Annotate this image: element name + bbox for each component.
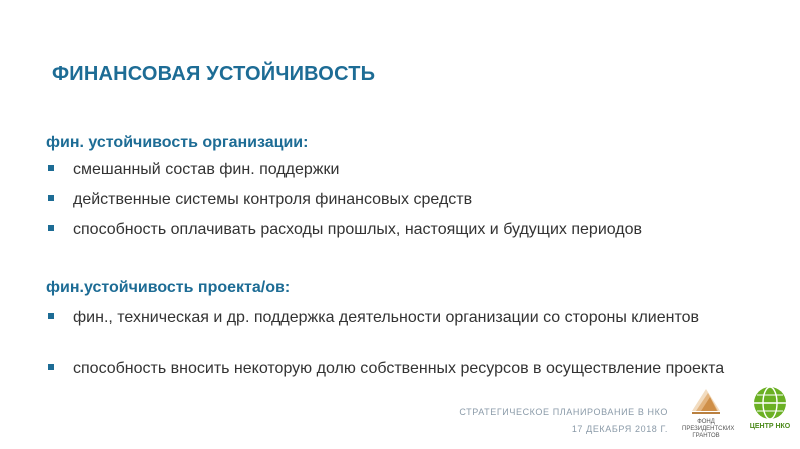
fund-logo-text: ФОНД ПРЕЗИДЕНТСКИХ ГРАНТОВ [682,419,735,439]
presidential-grants-fund-logo [682,385,735,439]
center-logo-text: ЦЕНТР НКО [749,423,791,430]
list-item: фин., техническая и др. поддержка деятельности организации со стороны клиентов [73,309,700,326]
footer-title: СТРАТЕГИЧЕСКОЕ ПЛАНИРОВАНИЕ В НКО [459,407,668,417]
list-item: смешанный состав фин. поддержки [73,161,340,178]
slide-title: ФИНАНСОВАЯ УСТОЙЧИВОСТЬ [52,63,376,85]
list-item: действенные системы контроля финансовых средств [73,191,473,208]
bullet-marker [48,225,54,231]
list-item: способность вносить некоторую долю собственных ресурсов в осуществление проекта [73,360,725,377]
list-item: способность оплачивать расходы прошлых, настоящих и будущих периодов [73,221,643,238]
bullet-marker [48,313,54,319]
fund-emblem-icon [682,385,730,419]
bullet-marker [48,195,54,201]
section-heading-project: фин.устойчивость проекта/ов: [46,279,291,296]
bullet-marker [48,364,54,370]
footer-date: 17 ДЕКАБРЯ 2018 Г. [571,424,668,434]
bullet-marker [48,165,54,171]
nko-center-logo [749,385,791,437]
section-heading-organization: фин. устойчивость организации: [46,134,309,151]
globe-icon [749,385,791,421]
